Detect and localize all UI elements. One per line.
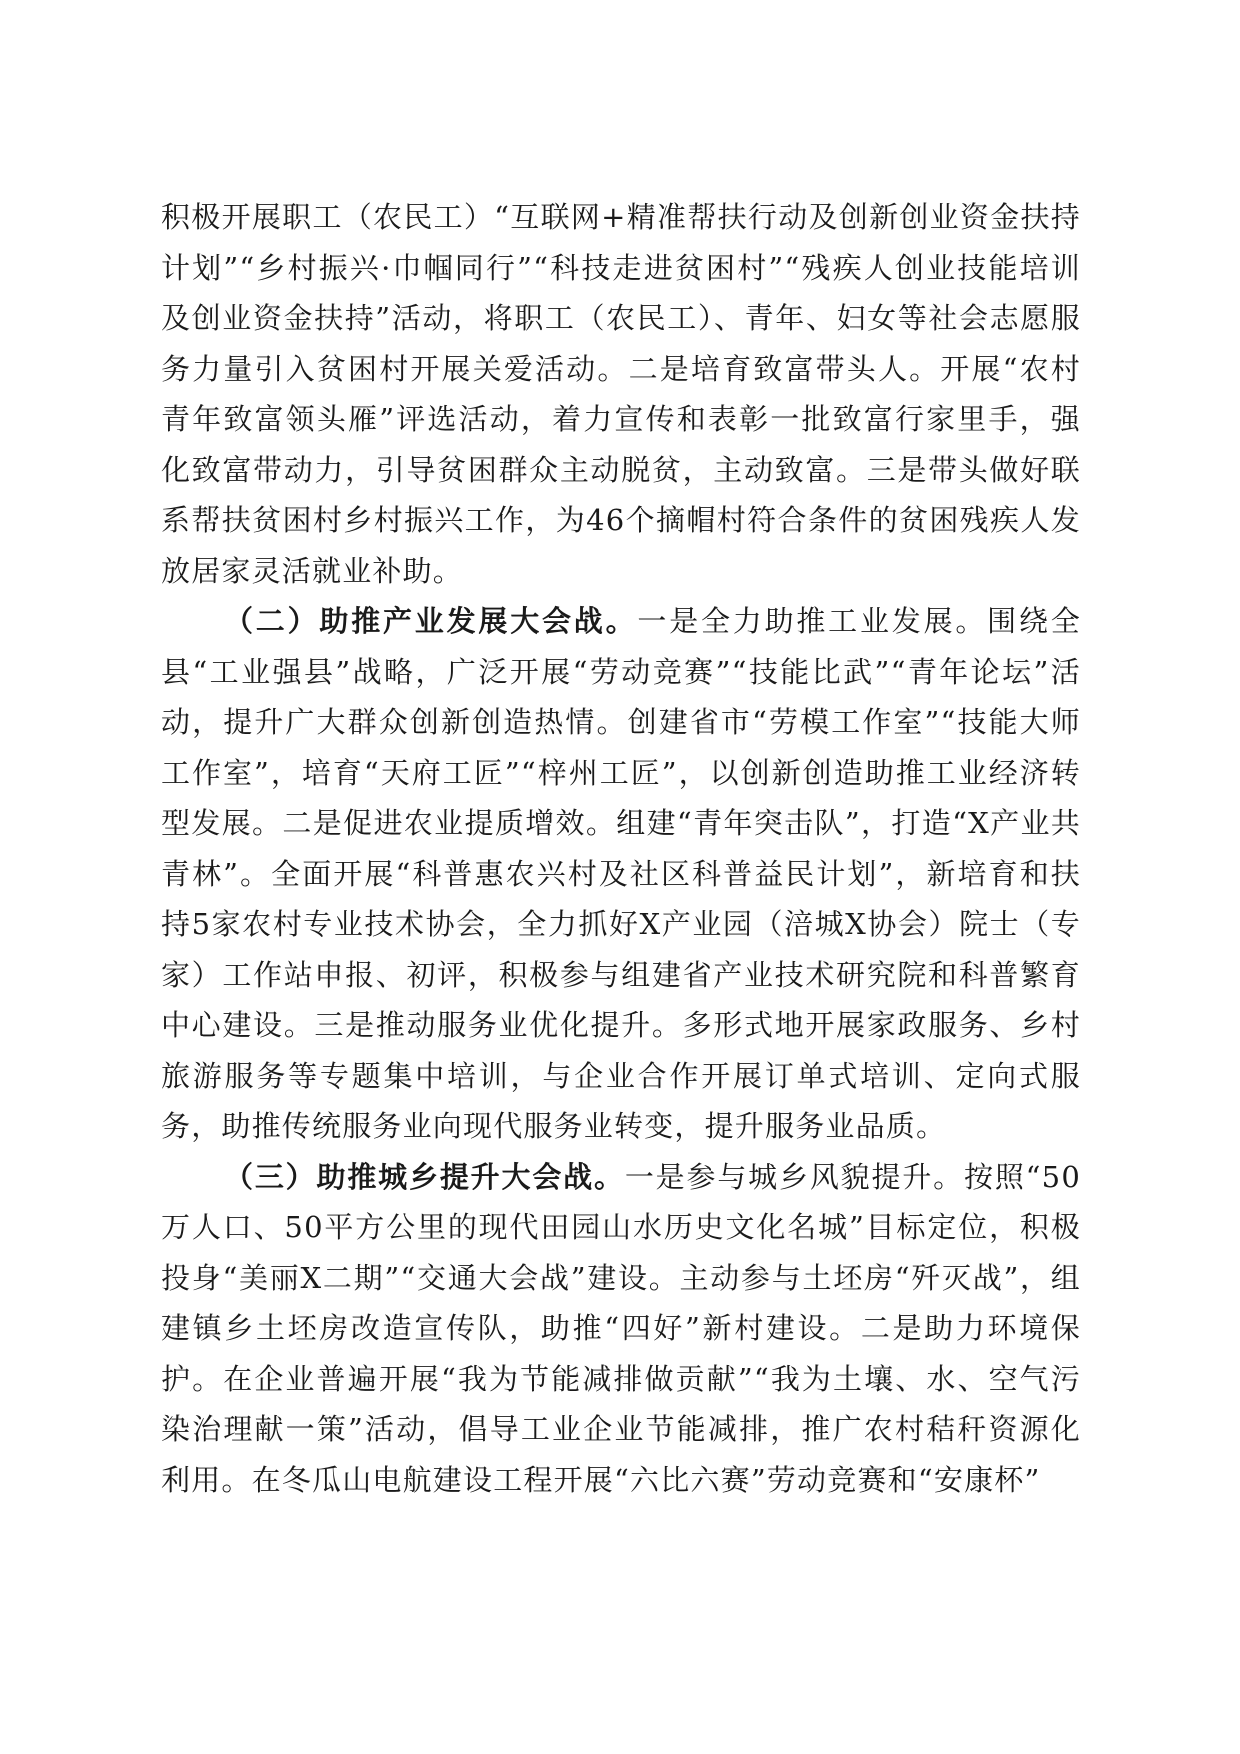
paragraph-1 xyxy=(161,192,1081,596)
paragraph-2-text: 一是全力助推工业发展。围绕全县“工业强县”战略，广泛开展“劳动竞赛”“技能比武”“青年论坛”活动，提升广大群众创新创造热情。创建省市“劳模工作室”“技能大师工作室”，培育“天府工匠”“梓州工匠”，以创新创造助推工业经济转型发展。二是促进农业提质增效。组建“青年突击队”，打造“X产业共青林”。全面开展“科普惠农兴村及社区科普益民计划”，新培育和扶持5家农村专业技术协会，全力抓好X产业园（涪城X协会）院士（专家）工作站申报、初评，积极参与组建省产业技术研究院和科普繁育中心建设。三是推动服务业优化提升。多形式地开展家政服务、乡村旅游服务等专题集中培训，与企业合作开展订单式培训、定向式服务，助推传统服务业向现代服务业转变，提升服务业品质。 xyxy=(161,604,1081,1143)
paragraph-2 xyxy=(161,596,1081,1152)
paragraph-1-text: 积极开展职工（农民工）“互联网+精准帮扶行动及创新创业资金扶持计划”“乡村振兴·巾帼同行”“科技走进贫困村”“残疾人创业技能培训及创业资金扶持”活动，将职工（农民工）、青年、妇女等社会志愿服务力量引入贫困村开展关爱活动。二是培育致富带头人。开展“农村青年致富领头雁”评选活动，着力宣传和表彰一批致富行家里手，强化致富带动力，引导贫困群众主动脱贫，主动致富。三是带头做好联系帮扶贫困村乡村振兴工作，为46个摘帽村符合条件的贫困残疾人发放居家灵活就业补助。 xyxy=(161,200,1081,588)
paragraph-3-heading: （三）助推城乡提升大会战。 xyxy=(224,1159,625,1194)
paragraph-3-text: 一是参与城乡风貌提升。按照“50万人口、50平方公里的现代田园山水历史文化名城”目标定位，积极投身“美丽X二期”“交通大会战”建设。主动参与土坯房“歼灭战”，组建镇乡土坯房改造宣传队，助推“四好”新村建设。二是助力环境保护。在企业普遍开展“我为节能减排做贡献”“我为土壤、水、空气污染治理献一策”活动，倡导工业企业节能减排，推广农村秸秆资源化利用。在冬瓜山电航建设工程开展“六比六赛”劳动竞赛和“安康杯” xyxy=(161,1159,1081,1497)
document-body xyxy=(161,192,1081,1505)
paragraph-3 xyxy=(161,1152,1081,1506)
paragraph-2-heading: （二）助推产业发展大会战。 xyxy=(224,604,638,638)
